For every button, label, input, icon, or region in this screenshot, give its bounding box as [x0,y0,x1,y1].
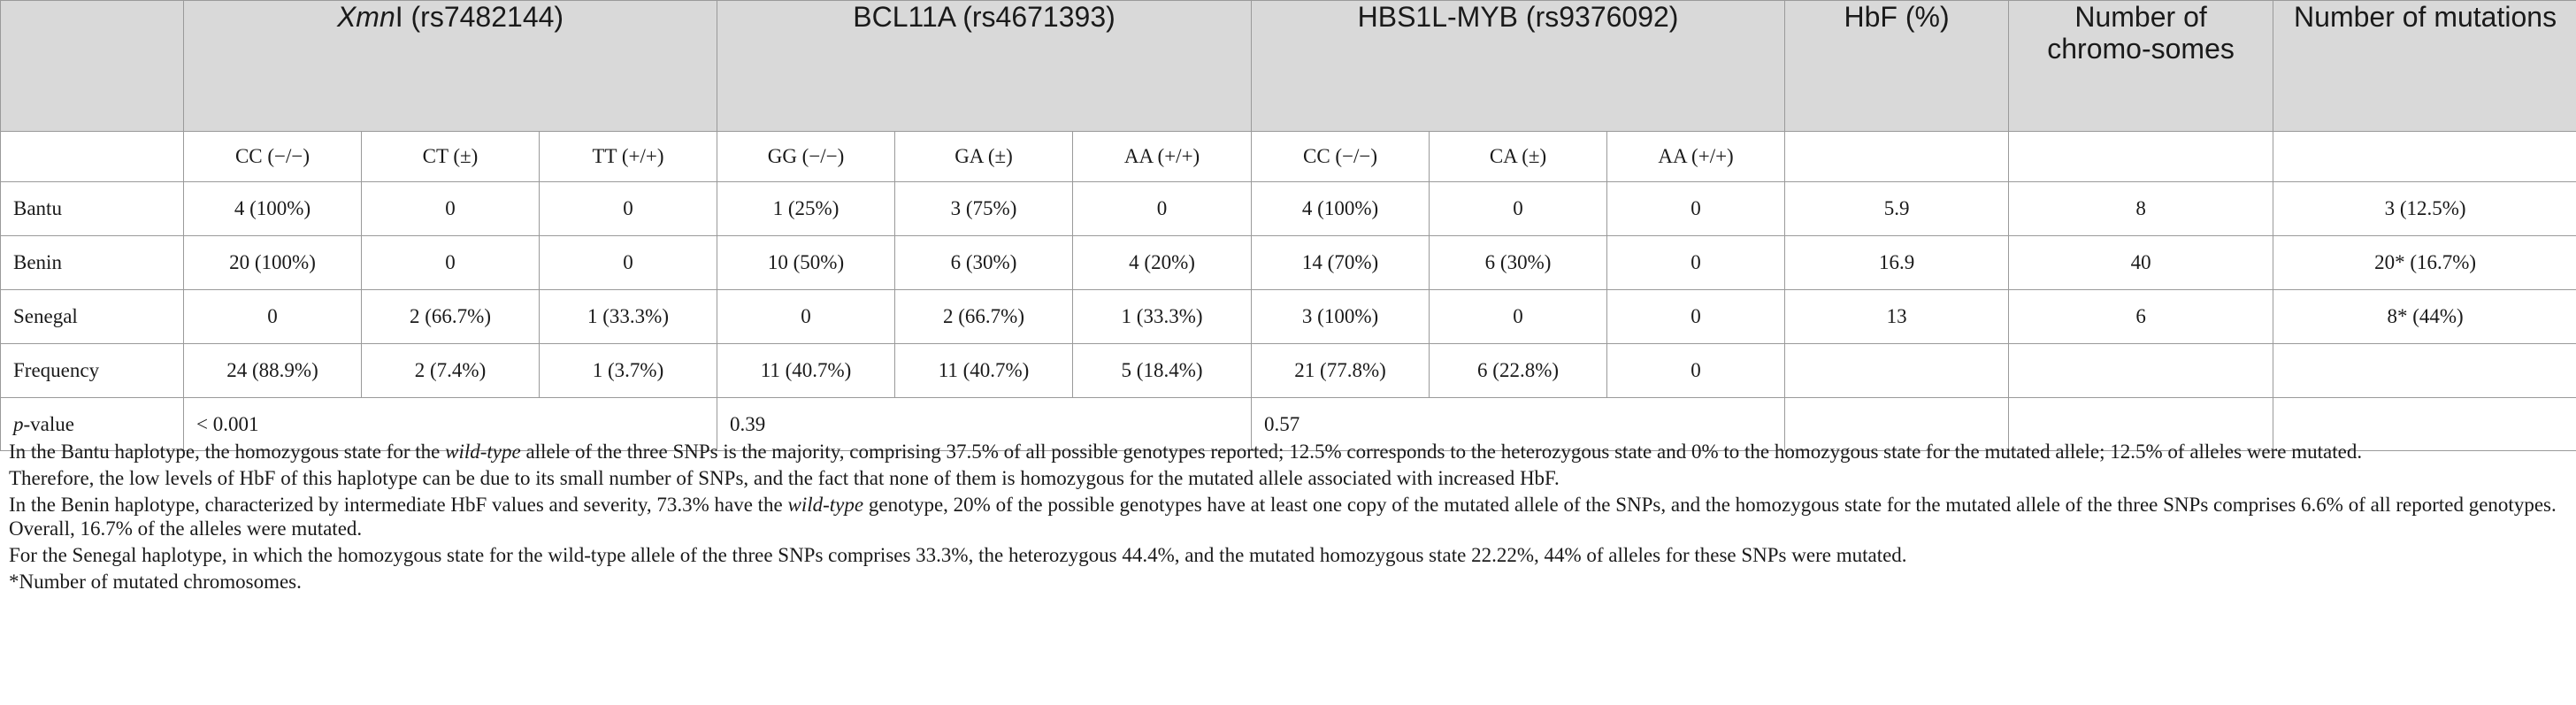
row-label: Frequency [1,344,184,398]
p-value-italic: p [13,412,24,435]
footnote: *Number of mutated chromosomes. [9,571,302,593]
header-corner-cell [1,1,184,132]
table-cell: 5 (18.4%) [1073,344,1252,398]
table-cell: 16.9 [1785,236,2009,290]
table-cell: 4 (20%) [1073,236,1252,290]
table-cell: 3 (100%) [1252,290,1430,344]
table-cell: 6 [2009,290,2273,344]
table-cell: 2 (66.7%) [895,290,1073,344]
table-cell: 2 (66.7%) [362,290,540,344]
table-cell: 3 (75%) [895,182,1073,236]
table-cell [1785,344,2009,398]
subheader-genotype: TT (+/+) [540,132,717,182]
subheader-empty [2273,132,2576,182]
note-italic-text: wild-type [445,441,521,463]
table-cell: 0 [1607,236,1785,290]
table-cell: 4 (100%) [184,182,362,236]
subheader-empty [1785,132,2009,182]
table-cell: 13 [1785,290,2009,344]
header-number-of-chromosomes: Number of chromo-somes [2009,1,2273,132]
header-xmn-rest: I (rs7482144) [395,1,564,33]
table-cell: 11 (40.7%) [895,344,1073,398]
subheader-genotype: CC (−/−) [184,132,362,182]
subheader-empty [2009,132,2273,182]
table-cell: 1 (33.3%) [1073,290,1252,344]
table-cell: 0 [362,236,540,290]
table-cell: 0 [1607,290,1785,344]
table-cell: 0 [1607,182,1785,236]
subheader-genotype: AA (+/+) [1073,132,1252,182]
note-text: In the Bantu haplotype, the homozygous state for the [9,441,446,463]
subheader-empty-label [1,132,184,182]
table-cell: 0 [540,182,717,236]
table-row-frequency [1,344,2576,398]
subheader-genotype: CC (−/−) [1252,132,1430,182]
header-number-of-mutations: Number of mutations [2273,1,2576,132]
subheader-genotype: GA (±) [895,132,1073,182]
p-value-xmni: < 0.001 [184,398,717,451]
table-row-benin [1,236,2576,290]
table-cell: 0 [362,182,540,236]
row-label: Bantu [1,182,184,236]
note-text: allele of the three SNPs is the majority, comprising 37.5% of all possible genotypes reported; 12.5% corresponds to the heterozygous state and 0% to the homozygous state for the mutated allele; 12.5% of alleles were mutated. [520,441,2363,463]
table-cell: 6 (30%) [1430,236,1607,290]
table-cell: 14 (70%) [1252,236,1430,290]
table-notes [9,440,2565,596]
header-xmn-italic: Xmn [336,1,395,33]
note-benin [9,493,2565,540]
table-cell: 20 (100%) [184,236,362,290]
table-cell: 0 [1430,290,1607,344]
note-senegal: For the Senegal haplotype, in which the homozygous state for the wild-type allele of the three SNPs comprises 33.3%, the heterozygous 44.4%, and the mutated homozygous state 22.22%, 44% of alleles for these SNPs were mutated. [9,544,1907,566]
header-hbf: HbF (%) [1785,1,2009,132]
table-cell: 1 (3.7%) [540,344,717,398]
p-value-label-rest: -value [23,412,74,435]
table-cell: 6 (22.8%) [1430,344,1607,398]
row-label: Senegal [1,290,184,344]
header-xmni [184,1,717,132]
table-cell: 1 (25%) [717,182,895,236]
row-label: Benin [1,236,184,290]
note-text: genotype, 20% of the possible genotypes have at least one copy of the mutated allele of the SNPs, and the homozygous state for the mutated allele of the three SNPs comprises 6.6% of all reported genotypes. Overall, 16.7% of the alleles were mutated. [9,494,2557,540]
table-row-bantu [1,182,2576,236]
table-cell: 2 (7.4%) [362,344,540,398]
table-cell: 3 (12.5%) [2273,182,2576,236]
table-cell: 10 (50%) [717,236,895,290]
table-row-senegal [1,290,2576,344]
header-bcl11a: BCL11A (rs4671393) [717,1,1252,132]
table-cell: 5.9 [1785,182,2009,236]
p-value-bcl11a: 0.39 [717,398,1252,451]
table-cell: 1 (33.3%) [540,290,717,344]
p-value-hbs1l-myb: 0.57 [1252,398,1785,451]
table-cell: 0 [184,290,362,344]
table-cell: 0 [1073,182,1252,236]
table-cell: 0 [1607,344,1785,398]
table-cell: 20* (16.7%) [2273,236,2576,290]
note-italic-text: wild-type [787,494,864,516]
table-cell: 6 (30%) [895,236,1073,290]
note-therefore: Therefore, the low levels of HbF of this haplotype can be due to its small number of SNPs, and the fact that none of them is homozygous for the mutated allele associated with increased HbF. [9,467,1560,489]
table-cell: 8* (44%) [2273,290,2576,344]
table-cell: 0 [540,236,717,290]
table-cell: 8 [2009,182,2273,236]
table-cell: 4 (100%) [1252,182,1430,236]
subheader-genotype: CA (±) [1430,132,1607,182]
header-row [1,1,2576,132]
subheader-genotype: GG (−/−) [717,132,895,182]
table-cell [2009,344,2273,398]
table-cell [2273,344,2576,398]
table-cell: 0 [717,290,895,344]
header-hbs1l-myb: HBS1L-MYB (rs9376092) [1252,1,1785,132]
genotype-subheader-row [1,132,2576,182]
table-cell: 24 (88.9%) [184,344,362,398]
table-cell: 0 [1430,182,1607,236]
subheader-genotype: CT (±) [362,132,540,182]
note-text: In the Benin haplotype, characterized by intermediate HbF values and severity, 73.3% have the [9,494,788,516]
table-cell: 40 [2009,236,2273,290]
note-bantu [9,440,2565,464]
subheader-genotype: AA (+/+) [1607,132,1785,182]
table-cell: 21 (77.8%) [1252,344,1430,398]
table-cell: 11 (40.7%) [717,344,895,398]
